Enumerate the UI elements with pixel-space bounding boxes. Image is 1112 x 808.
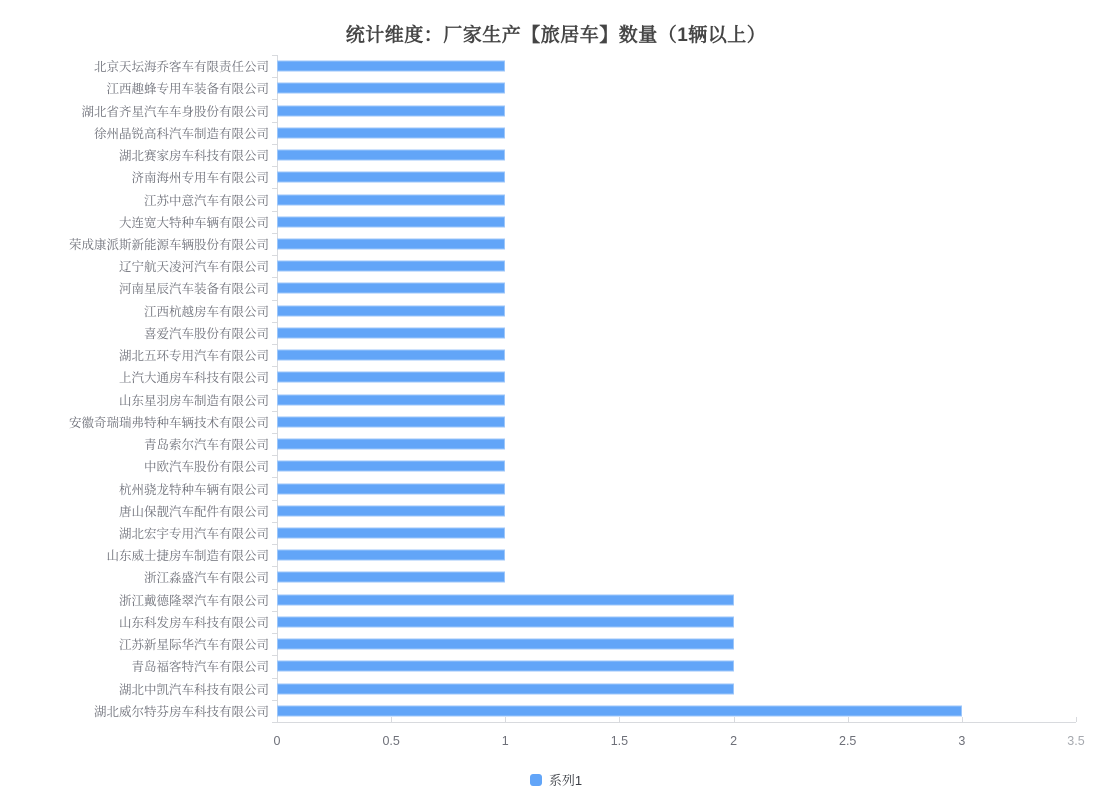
x-tick-label: 3 [958,734,966,748]
x-tick-label: 1.5 [610,734,629,748]
x-tick-label: 1 [501,734,509,748]
bar-row [0,500,1112,522]
y-axis-label: 江西趣蜂专用车装备有限公司 [106,82,269,97]
y-tick-mark [272,344,277,345]
y-tick-mark [272,255,277,256]
y-tick-mark [272,455,277,456]
bar-row [0,455,1112,477]
bar[interactable] [277,327,505,338]
y-tick-mark [272,655,277,656]
y-tick-mark [272,144,277,145]
x-axis-line [277,722,1076,723]
bar-row [0,611,1112,633]
y-axis-label: 中欧汽车股份有限公司 [143,460,269,475]
bar[interactable] [277,238,505,249]
y-axis-label: 浙江淼盛汽车有限公司 [143,571,269,586]
y-tick-mark [272,389,277,390]
bar-row [0,255,1112,277]
bar[interactable] [277,194,505,205]
bar[interactable] [277,394,505,405]
y-axis-label: 杭州骁龙特种车辆有限公司 [118,482,269,497]
y-axis-label: 浙江戴德隆翠汽车有限公司 [118,593,269,608]
x-tick-mark [277,717,278,722]
y-axis-label: 唐山保靓汽车配件有限公司 [118,504,269,519]
bar-row [0,144,1112,166]
x-tick-mark [619,717,620,722]
legend-label: 系列1 [548,773,583,788]
bar[interactable] [277,372,505,383]
y-tick-mark [272,566,277,567]
bar-row [0,411,1112,433]
y-axis-label: 安徽奇瑞瑞弗特种车辆技术有限公司 [68,415,269,430]
y-axis-label: 青岛索尔汽车有限公司 [143,438,269,453]
bar-row [0,433,1112,455]
y-tick-mark [272,589,277,590]
bar[interactable] [277,105,505,116]
legend-marker-icon [530,774,542,786]
y-tick-mark [272,700,277,701]
bar[interactable] [277,61,505,72]
bar[interactable] [277,505,505,516]
y-tick-mark [272,233,277,234]
y-tick-mark [272,611,277,612]
bar-row [0,277,1112,299]
bar-row [0,322,1112,344]
y-axis-label: 湖北五环专用汽车有限公司 [118,349,269,364]
y-axis-label: 山东威士捷房车制造有限公司 [106,549,269,564]
bar[interactable] [277,550,505,561]
x-tick-mark [391,717,392,722]
chart-title: 统计维度：厂家生产【旅居车】数量（1辆以上） [345,25,767,46]
bar-row [0,188,1112,210]
bar-row [0,389,1112,411]
x-tick-mark [505,717,506,722]
y-axis-label: 喜爱汽车股份有限公司 [143,326,269,341]
y-tick-mark [272,55,277,56]
bar-row [0,77,1112,99]
bar[interactable] [277,439,505,450]
y-tick-mark [272,188,277,189]
bar[interactable] [277,616,734,627]
bar[interactable] [277,172,505,183]
y-tick-mark [272,322,277,323]
x-tick-mark [1076,717,1077,722]
bar[interactable] [277,83,505,94]
y-axis-label: 山东科发房车科技有限公司 [118,615,269,630]
y-axis-label: 大连宽大特种车辆有限公司 [118,215,269,230]
bar[interactable] [277,416,505,427]
y-tick-mark [272,678,277,679]
y-axis-label: 湖北威尔特芬房车科技有限公司 [93,704,269,719]
bar[interactable] [277,150,505,161]
y-tick-mark [272,411,277,412]
x-tick-label: 0 [273,734,281,748]
x-tick-mark [734,717,735,722]
bar-row [0,344,1112,366]
y-tick-mark [272,366,277,367]
y-tick-mark [272,166,277,167]
bar-row [0,544,1112,566]
bar[interactable] [277,350,505,361]
bar-row [0,655,1112,677]
y-axis-label: 山东星羽房车制造有限公司 [118,393,269,408]
y-axis-label: 江苏中意汽车有限公司 [143,193,269,208]
bar-row [0,678,1112,700]
x-tick-mark [848,717,849,722]
bar[interactable] [277,528,505,539]
y-axis-label: 江西杭越房车有限公司 [143,304,269,319]
bar[interactable] [277,683,734,694]
y-axis-label: 北京天坛海乔客车有限责任公司 [93,60,269,75]
bar-row [0,366,1112,388]
y-axis-label: 湖北省齐星汽车车身股份有限公司 [81,104,269,119]
bar-row [0,633,1112,655]
y-axis-label: 湖北赛家房车科技有限公司 [118,149,269,164]
y-tick-mark [272,211,277,212]
bar[interactable] [277,305,505,316]
bar[interactable] [277,127,505,138]
bar[interactable] [277,461,505,472]
bar-row [0,566,1112,588]
y-tick-mark [272,722,277,723]
bar-row [0,522,1112,544]
bar-row [0,55,1112,77]
y-tick-mark [272,99,277,100]
x-tick-label: 0.5 [382,734,400,748]
bar-row [0,300,1112,322]
bar-row [0,211,1112,233]
y-tick-mark [272,477,277,478]
bar[interactable] [277,216,505,227]
bar[interactable] [277,283,505,294]
y-tick-mark [272,277,277,278]
x-tick-mark [962,717,963,722]
bar-row [0,99,1112,121]
y-axis-label: 上汽大通房车科技有限公司 [118,371,269,386]
bar[interactable] [277,483,505,494]
x-tick-label: 2 [730,734,738,748]
y-tick-mark [272,77,277,78]
bar-row [0,589,1112,611]
y-axis-label: 江苏新星际华汽车有限公司 [118,638,269,653]
legend-item-series1[interactable] [0,770,1112,789]
bar-row [0,233,1112,255]
y-tick-mark [272,500,277,501]
y-axis-label: 荣成康派斯新能源车辆股份有限公司 [68,237,269,252]
bar-row [0,700,1112,722]
y-axis-label: 济南海州专用车有限公司 [131,171,269,186]
y-axis-label: 徐州晶锐高科汽车制造有限公司 [93,126,269,141]
bar[interactable] [277,572,505,583]
bar[interactable] [277,594,734,605]
bar-row [0,122,1112,144]
bar-row [0,477,1112,499]
bar[interactable] [277,639,734,650]
y-tick-mark [272,633,277,634]
bar-row [0,166,1112,188]
x-tick-label: 2.5 [839,734,857,748]
y-tick-mark [272,122,277,123]
bar[interactable] [277,261,505,272]
y-axis-label: 青岛福客特汽车有限公司 [131,660,269,675]
y-axis-label: 河南星辰汽车装备有限公司 [118,282,269,297]
bar[interactable] [277,661,734,672]
y-axis-label: 湖北宏宇专用汽车有限公司 [118,527,269,541]
bar[interactable] [277,705,962,716]
y-tick-mark [272,433,277,434]
y-tick-mark [272,522,277,523]
y-axis-label: 湖北中凯汽车科技有限公司 [118,682,269,697]
x-tick-label: 3.5 [1067,734,1085,748]
y-tick-mark [272,300,277,301]
y-tick-mark [272,544,277,545]
y-axis-label: 辽宁航天凌河汽车有限公司 [118,260,269,275]
